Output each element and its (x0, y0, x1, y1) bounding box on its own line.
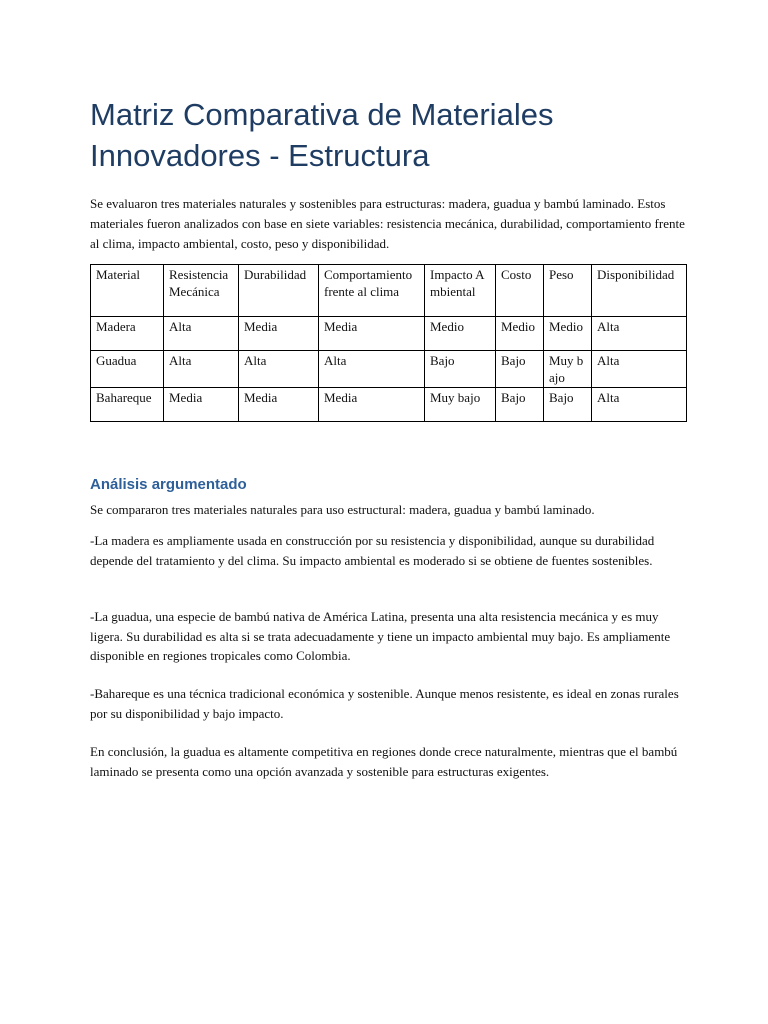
table-cell: Media (319, 388, 425, 422)
table-cell: Alta (319, 351, 425, 388)
table-cell: Muy bajo (425, 388, 496, 422)
table-row (91, 351, 687, 388)
analysis-paragraph: -La madera es ampliamente usada en construcción por su resistencia y disponibilidad, aunque su durabilidad depende del tratamiento y del clima. Su impacto ambiental es moderado si se obtiene de fuentes sostenibles. (90, 533, 655, 568)
analysis-paragraph: -Bahareque es una técnica tradicional económica y sostenible. Aunque menos resistente, es ideal en zonas rurales por su disponibilidad y bajo impacto. (90, 686, 679, 721)
table-cell: Alta (164, 351, 239, 388)
table-cell: Bajo (425, 351, 496, 388)
table-cell: Muy bajo (544, 351, 592, 388)
table-cell: Media (319, 317, 425, 351)
table-cell: Alta (592, 388, 687, 422)
table-cell: Media (164, 388, 239, 422)
analysis-paragraph: Se compararon tres materiales naturales para uso estructural: madera, guadua y bambú laminado. (90, 502, 595, 517)
table-cell: Media (239, 317, 319, 351)
table-cell: Alta (592, 351, 687, 388)
analysis-paragraph: -La guadua, una especie de bambú nativa de América Latina, presenta una alta resistencia mecánica y es muy ligera. Su durabilidad es alta si se trata adecuadamente y tiene un impacto ambiental muy bajo. Es ampliamente disponible en regiones tropicales como Colombia. (90, 609, 671, 663)
column-header: Material (91, 265, 164, 317)
table-cell: Madera (91, 317, 164, 351)
table-cell: Bajo (496, 351, 544, 388)
table-cell: Bahareque (91, 388, 164, 422)
analysis-paragraph: En conclusión, la guadua es altamente competitiva en regiones donde crece naturalmente, mientras que el bambú laminado se presenta como una opción avanzada y sostenible para estructuras exigentes. (90, 744, 678, 779)
table-cell: Medio (496, 317, 544, 351)
table-cell: Alta (592, 317, 687, 351)
column-header: Costo (496, 265, 544, 317)
table-cell: Alta (239, 351, 319, 388)
table-row (91, 388, 687, 422)
document-title: Matriz Comparativa de Materiales Innovadores - Estructura (90, 97, 554, 173)
table-header-row (91, 265, 687, 317)
column-header: Disponibilidad (592, 265, 687, 317)
column-header: Peso (544, 265, 592, 317)
comparison-matrix (90, 264, 687, 422)
table-cell: Alta (164, 317, 239, 351)
table-cell: Guadua (91, 351, 164, 388)
table-row (91, 317, 687, 351)
table-cell: Bajo (496, 388, 544, 422)
column-header: Durabilidad (239, 265, 319, 317)
column-header: Resistencia Mecánica (164, 265, 239, 317)
table-cell: Medio (425, 317, 496, 351)
intro-paragraph: Se evaluaron tres materiales naturales y sostenibles para estructuras: madera, guadua y bambú laminado. Estos materiales fueron analizados con base en siete variables: resistencia mecánica, durabilidad, comportamiento frente al clima, impacto ambiental, costo, peso y disponibilidad. (90, 196, 685, 251)
column-header: Impacto Ambiental (425, 265, 496, 317)
table-cell: Media (239, 388, 319, 422)
table-cell: Bajo (544, 388, 592, 422)
analysis-heading: Análisis argumentado (90, 476, 247, 493)
column-header: Comportamiento frente al clima (319, 265, 425, 317)
table-cell: Medio (544, 317, 592, 351)
